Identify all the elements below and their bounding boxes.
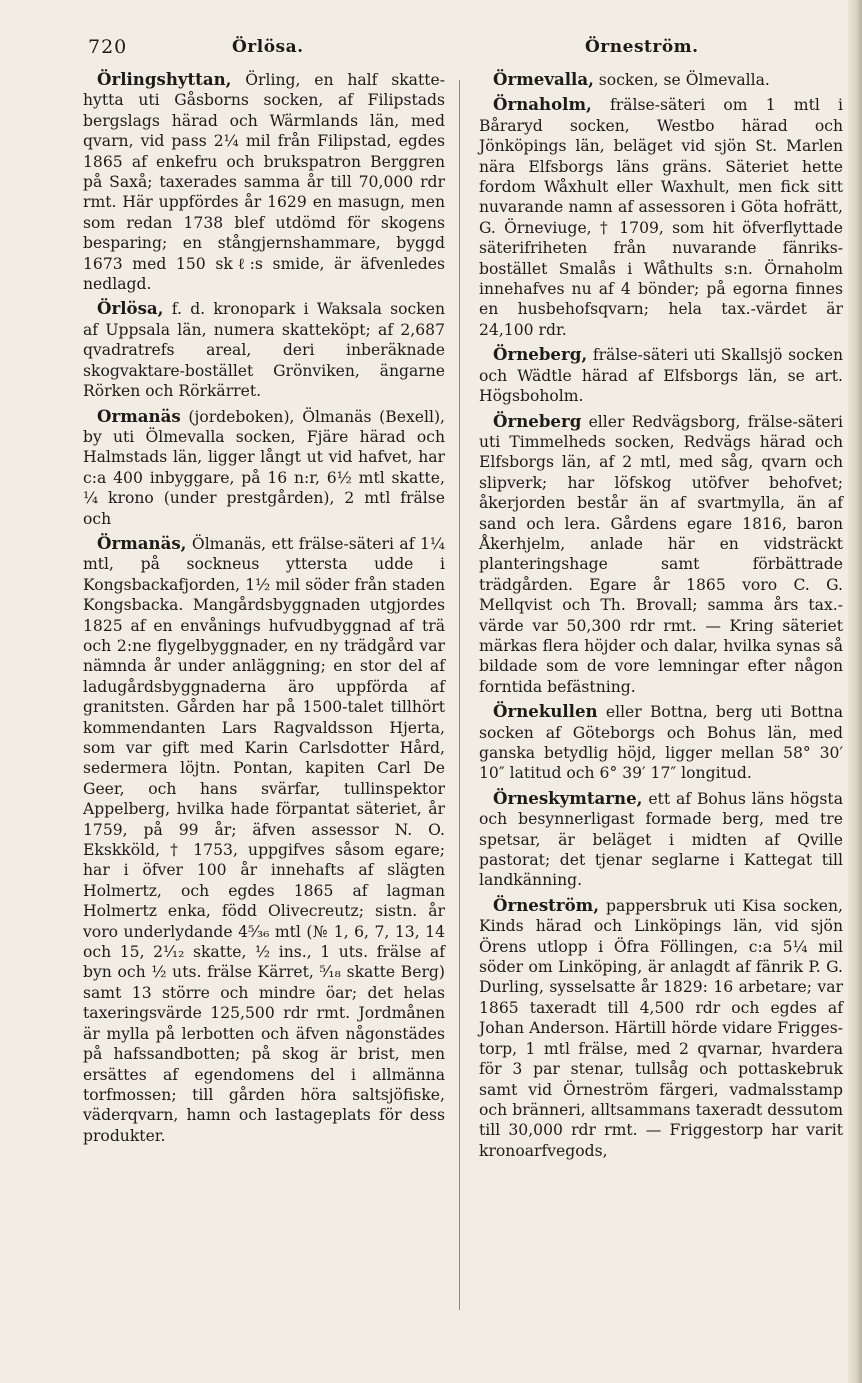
page-header xyxy=(0,36,862,60)
left-column xyxy=(83,69,445,1146)
entry-ornestrom xyxy=(479,895,843,1161)
headword: Örneström, xyxy=(493,894,599,915)
headword: Örnaholm, xyxy=(493,94,592,115)
entry-text: Örling, en half skatte-hytta uti Gåsborns socken, af Filipstads bergslags härad och Wärmlands län, med qvarn, vid pass 2¼ mil från Filipstad, egdes 1865 af enkefru och brukspatron Berggren på Saxå; taxerades samma år till 70,000 rdr rmt. Här uppfördes år 1629 en masugn, men som redan 1738 blef utdömd för skogens besparing; en stångjernshammare, byggd 1673 med 150 skℓ:s smide, är äfvenledes nedlagd. xyxy=(83,71,445,294)
headword: Örneskymtarne, xyxy=(493,787,643,808)
page-edge xyxy=(848,0,862,1383)
entry-orlosa xyxy=(83,298,445,401)
headword: Örmanäs, xyxy=(97,532,187,553)
entry-text: (jordeboken), Ölmanäs (Bexell), by uti Ölmevalla socken, Fjäre härad och Halmstads län, ligger långt ut vid hafvet, har c:a 400 inbyggare, på 16 n:r, 6½ mtl skatte, ¼ krono (under prestgården), 2 mtl frälse och xyxy=(83,407,445,528)
entry-text: f. d. kronopark i Waksala socken af Uppsala län, numera skatteköpt; af 2,687 qvadratrefs areal, deri inberäknade skogvaktare-bostället Grönviken, ängarne Rörken och Rörkärret. xyxy=(83,300,445,401)
headword: Örneberg, xyxy=(493,344,588,365)
entry-ornaholm xyxy=(479,94,843,340)
entry-orneberg-redvagsborg xyxy=(479,411,843,698)
entry-text: ett af Bohus läns högsta och besynnerligast formade berg, med tre spetsar, är beläget i midten af Qville pastorat; det tjenar seglarne i Kattegat till landkänning. xyxy=(479,789,843,890)
entry-text: socken, se Ölmevalla. xyxy=(593,71,770,89)
entry-orlingshyttan xyxy=(83,69,445,294)
entry-ormanas-by xyxy=(83,406,445,529)
entry-ornekullen xyxy=(479,701,843,784)
entry-text: pappersbruk uti Kisa socken, Kinds härad och Linköpings län, vid sjön Örens utlopp i Öfra Föllingen, c:a 5¼ mil söder om Linköping, är anlagdt af fänrik P. G. Durling, sysselsatte år 1829: 16 arbetare; var 1865 taxeradt till 4,500 rdr och egdes af Johan Anderson. Härtill hörde vidare Frigges-torp, 1 mtl frälse, med 2 qvarnar, hvardera för 3 par stenar, tullsåg och pottaskebruk samt vid Örneström färgeri, vadmalsstamp och bränneri, alltsammans taxeradt dessutom till 30,000 rdr rmt. — Friggestorp har varit kronoarfvegods, xyxy=(479,896,843,1160)
headword: Örlösa, xyxy=(97,298,164,319)
entry-orneskymtarne xyxy=(479,788,843,891)
headword: Örneberg xyxy=(493,410,582,431)
right-running-head: Örneström. xyxy=(585,37,699,57)
headword: Ormanäs xyxy=(97,405,181,426)
column-divider xyxy=(459,80,460,1310)
right-column xyxy=(479,69,843,1161)
entry-orneberg-skallsjo xyxy=(479,344,843,406)
entry-ormanas-sateri xyxy=(83,533,445,1146)
entry-text: Ölmanäs, ett frälse-säteri af 1¼ mtl, på sockneus yttersta udde i Kongsbackafjorden, 1½ mil söder från staden Kongsbacka. Mangårdsbyggnaden utgjordes 1825 af en envånings hufvudbyggnad af trä och 2:ne flygelbyggnader, en ny trädgård var nämnda år under anläggning; en stor del af ladugårdsbyggnaderna äro uppförda af granitsten. Gården har på 1500-talet tillhört kommendanten Lars Ragvaldsson Hjerta, som var gift med Karin Carlsdotter Hård, sedermera löjtn. Pontan, kapiten Carl De Geer, och hans svärfar, tullinspektor Appelberg, hvilka hade förpantat säteriet, år 1759, på 99 år; äfven assessor N. O. Ekskköld, † 1753, uppgifves såsom egare; har i öfver 100 år innehafts af slägten Holmertz, och egdes 1865 af lagman Holmertz enka, född Olivecreutz; sistn. år voro underlydande 4⁵⁄₃₆ mtl (№ 1, 6, 7, 13, 14 och 15, 2¹⁄₁₂ skatte, ½ ins., 1 uts. frälse af byn och ½ uts. frälse Kärret, ⁵⁄₁₈ skatte Berg) samt 13 större och mindre öar; det helas taxeringsvärde 125,500 rdr rmt. Jordmånen är mylla på lerbotten och äfven någonstädes på hafssandbotten; på skog är brist, men ersättes af egendomens del i allmänna torfmossen; till gården höra saltsjöfiske, väderqvarn, hamn och lastageplats för dess produkter. xyxy=(83,534,445,1145)
entry-ormevalla xyxy=(479,69,843,90)
entry-text: frälse-säteri uti Skallsjö socken och Wädtle härad af Elfsborgs län, se art. Högsboholm. xyxy=(479,346,843,406)
left-running-head: Örlösa. xyxy=(232,37,304,57)
page-number: 720 xyxy=(88,36,128,58)
headword: Örmevalla, xyxy=(493,69,594,89)
entry-text: eller Redvägsborg, frälse-säteri uti Timmelheds socken, Redvägs härad och Elfsborgs län, af 2 mtl, med såg, qvarn och slipverk; har löfskog utöfver behofvet; åkerjorden består än af svartmylla, än af sand och lera. Gårdens egare 1816, baron Åkerhjelm, anlade här en vidsträckt planteringshage samt förbättrade trädgården. Egare år 1865 voro C. G. Mellqvist och Th. Brovall; samma års tax.-värde var 50,300 rdr rmt. — Kring säteriet märkas flera höjder och dalar, hvilka synas så bildade som de vore lemningar efter någon forntida befästning. xyxy=(479,412,843,696)
entry-text: eller Bottna, berg uti Bottna socken af Göteborgs och Bohus län, med ganska betydlig höjd, ligger mellan 58° 30′ 10″ latitud och 6° 39′ 17″ longitud. xyxy=(479,703,843,783)
headword: Örnekullen xyxy=(493,701,598,722)
entry-text: frälse-säteri om 1 mtl i Båraryd socken, Westbo härad och Jönköpings län, beläget vid sjön St. Marlen nära Elfsborgs läns gräns. Säteriet hette fordom Wåxhult eller Waxhult, men fick sitt nuvarande namn af assessoren i Göta hofrätt, G. Örneviuge, † 1709, som hit öfverflyttade säterifriheten från nuvarande fänriks-bostället Smalås i Wåthults s:n. Örnaholm innehafves nu af 4 bönder; på egorna finnes en husbehofsqvarn; hela tax.-värdet är 24,100 rdr. xyxy=(479,96,843,339)
headword: Örlingshyttan, xyxy=(97,69,232,89)
